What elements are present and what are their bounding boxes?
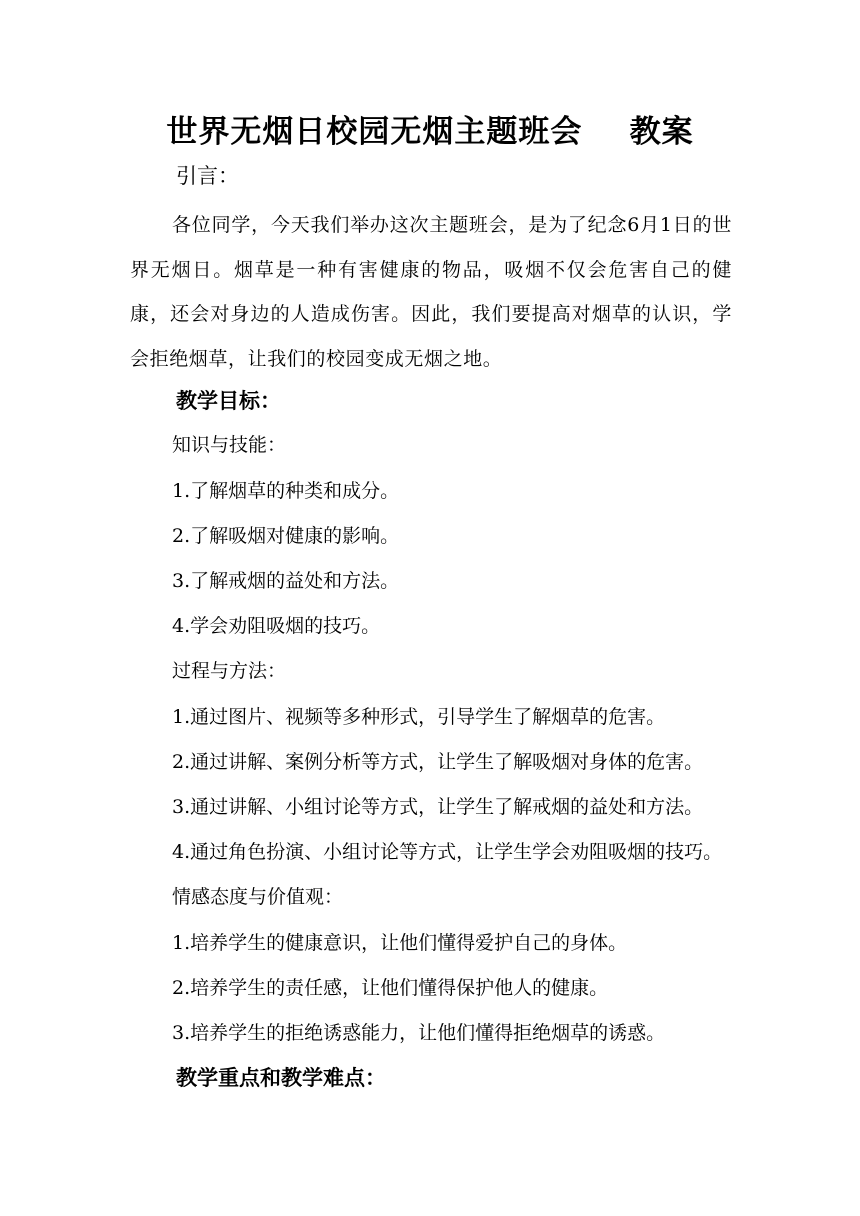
emotion-label: 情感态度与价值观： [172, 886, 344, 908]
intro-paragraph: 各位同学，今天我们举办这次主题班会，是为了纪念6月1日的世界无烟日。烟草是一种有害健康的物品，吸烟不仅会危害自己的健康，还会对身边的人造成伤害。因此，我们要提高对烟草的认识，学会拒绝烟草，让我们的校园变成无烟之地。 [130, 214, 732, 370]
knowledge-item: 3.了解戒烟的益处和方法。 [172, 570, 400, 592]
knowledge-item: 1.了解烟草的种类和成分。 [172, 480, 400, 502]
key-points-heading: 教学重点和教学难点： [176, 1065, 386, 1090]
process-label: 过程与方法： [172, 660, 287, 682]
knowledge-label: 知识与技能： [172, 434, 287, 456]
knowledge-item: 2.了解吸烟对健康的影响。 [172, 525, 400, 547]
process-item: 3.通过讲解、小组讨论等方式，让学生了解戒烟的益处和方法。 [172, 796, 704, 818]
emotion-item: 1.培养学生的健康意识，让他们懂得爱护自己的身体。 [172, 932, 628, 954]
goals-heading: 教学目标： [176, 388, 281, 413]
process-item: 1.通过图片、视频等多种形式，引导学生了解烟草的危害。 [172, 706, 666, 728]
emotion-item: 2.培养学生的责任感，让他们懂得保护他人的健康。 [172, 977, 609, 999]
process-item: 4.通过角色扮演、小组讨论等方式，让学生学会劝阻吸烟的技巧。 [172, 841, 723, 863]
knowledge-item: 4.学会劝阻吸烟的技巧。 [172, 615, 381, 637]
intro-heading: 引言： [176, 164, 239, 188]
process-item: 2.通过讲解、案例分析等方式，让学生了解吸烟对身体的危害。 [172, 751, 704, 773]
emotion-item: 3.培养学生的拒绝诱惑能力，让他们懂得拒绝烟草的诱惑。 [172, 1022, 666, 1044]
document-title: 世界无烟日校园无烟主题班会 教案 [166, 114, 694, 150]
